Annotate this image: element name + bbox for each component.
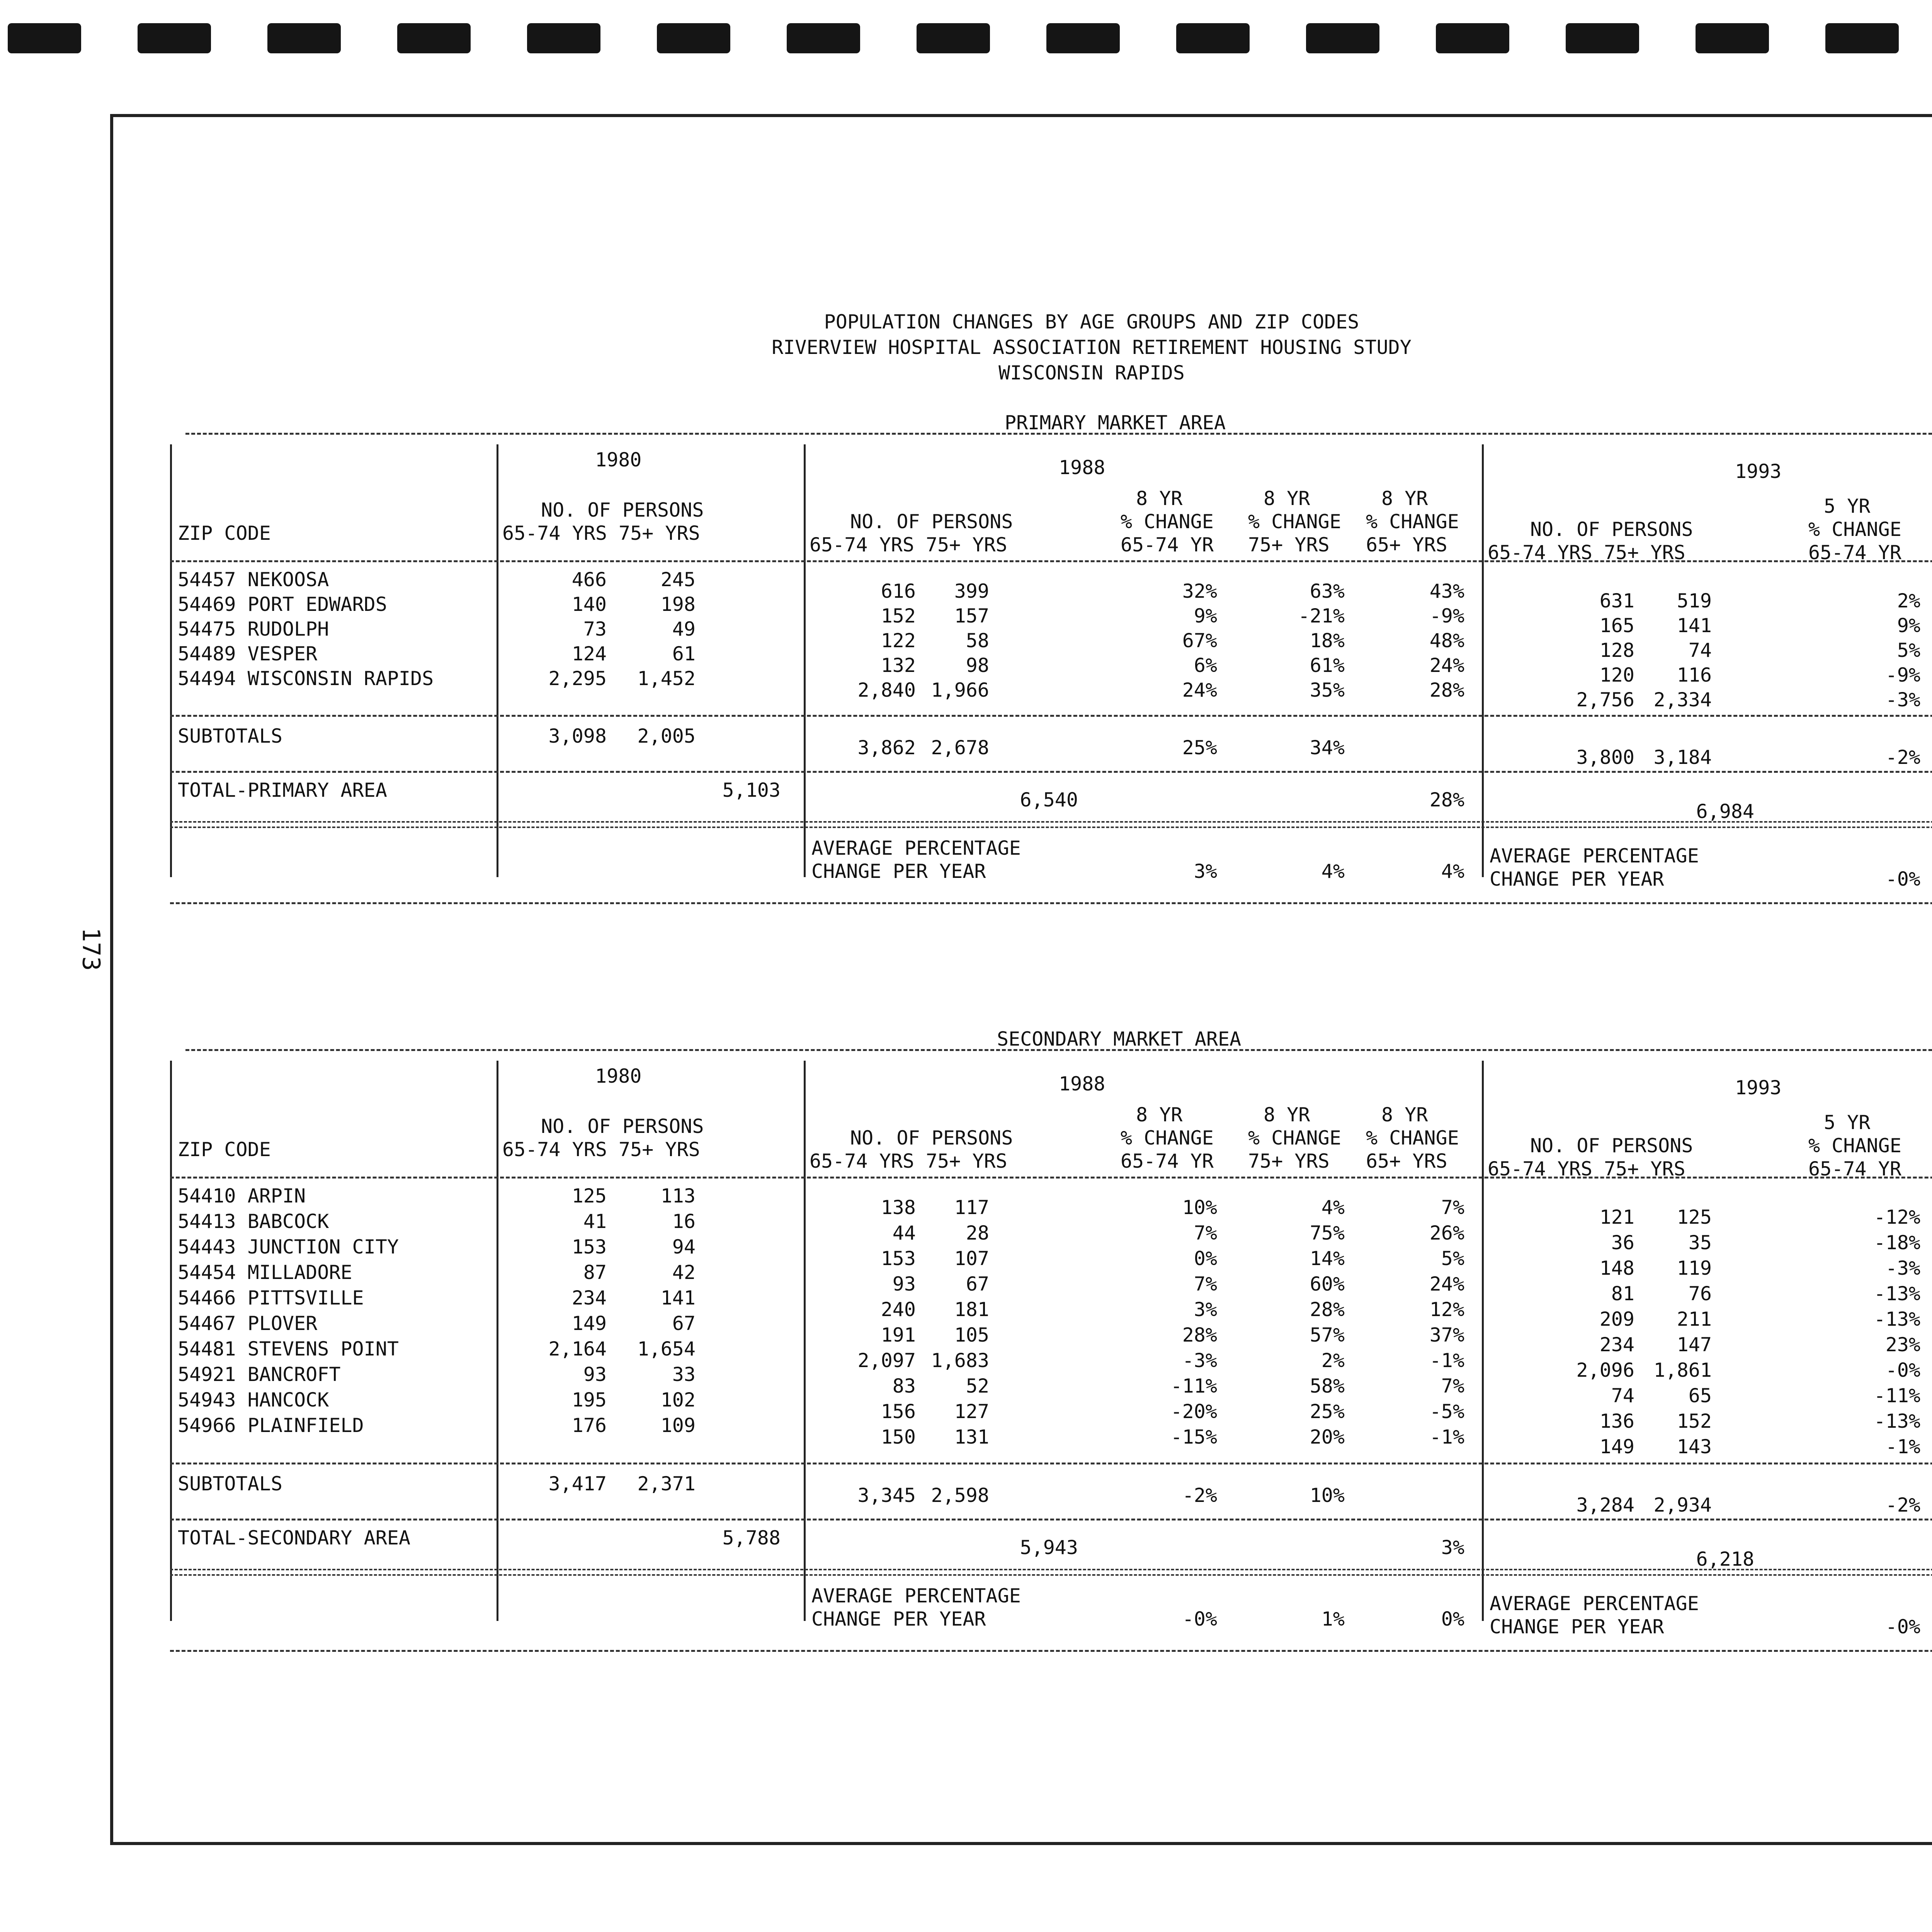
cell-p88a: 2,840	[857, 679, 916, 701]
header-8yr: 8 YR	[1136, 487, 1183, 510]
cell-p88b: 98	[966, 654, 989, 677]
cell-c93a: -18%	[1874, 1231, 1920, 1254]
rule-subtotals	[170, 1519, 1932, 1520]
header-no-of-persons: NO. OF PERSONS	[541, 1115, 704, 1138]
avg-1988-75: 4%	[1321, 860, 1345, 883]
cell-p88a: 44	[892, 1222, 916, 1244]
cell-c93a: -13%	[1874, 1308, 1920, 1330]
row-zip-code: 54475 RUDOLPH	[178, 618, 329, 640]
cell-c88c: 7%	[1441, 1375, 1464, 1397]
rule-header	[170, 1177, 1932, 1179]
cell-c93a: 2%	[1897, 590, 1920, 612]
cell-p88a: 2,097	[857, 1349, 916, 1372]
cell-p93b: 143	[1677, 1435, 1712, 1458]
cell-p80a: 41	[583, 1210, 607, 1233]
avg-label-line1: AVERAGE PERCENTAGE	[811, 837, 1021, 859]
header-age: 65+ YRS	[1366, 1150, 1447, 1172]
header-age: 75+ YRS	[1248, 1150, 1330, 1172]
total-1988: 5,943	[1020, 1536, 1078, 1559]
row-zip-code: 54489 VESPER	[178, 643, 318, 665]
cell-c88c: -5%	[1429, 1400, 1464, 1423]
subtotal-p93a: 3,800	[1576, 746, 1634, 769]
avg-label-line2: CHANGE PER YEAR	[811, 1608, 986, 1630]
cell-p80a: 140	[571, 593, 607, 616]
cell-c93a: -13%	[1874, 1410, 1920, 1432]
cell-c93a: -9%	[1885, 664, 1920, 686]
row-zip-code: 54454 MILLADORE	[178, 1261, 352, 1284]
rule-bottom	[170, 1650, 1932, 1652]
avg-label-line1: AVERAGE PERCENTAGE	[1490, 845, 1699, 867]
row-zip-code: 54481 STEVENS POINT	[178, 1338, 399, 1360]
cell-c88a: 6%	[1194, 654, 1217, 677]
punch-hole	[787, 23, 860, 53]
punch-hole	[1436, 23, 1509, 53]
cell-p88b: 131	[954, 1426, 989, 1448]
subtotal-c93a: -2%	[1885, 746, 1920, 769]
column-divider	[170, 444, 172, 877]
cell-p80a: 149	[571, 1312, 607, 1335]
header-year-1993: 1993	[1735, 460, 1782, 483]
cell-c88b: 14%	[1310, 1247, 1345, 1270]
cell-p93a: 136	[1599, 1410, 1634, 1432]
cell-p80a: 125	[571, 1185, 607, 1207]
subtotal-p88a: 3,345	[857, 1484, 916, 1507]
header-age-cols: 65-74 YRS 75+ YRS	[502, 522, 700, 544]
cell-c88a: 3%	[1194, 1298, 1217, 1321]
header-age: 65-74 YR	[1808, 541, 1901, 564]
cell-p93b: 125	[1677, 1206, 1712, 1228]
cell-c88c: 43%	[1429, 580, 1464, 602]
cell-p88b: 181	[954, 1298, 989, 1321]
cell-c88a: 32%	[1182, 580, 1217, 602]
cell-p88b: 58	[966, 629, 989, 652]
subtotal-p93b: 2,934	[1653, 1494, 1712, 1516]
cell-c88a: 7%	[1194, 1222, 1217, 1244]
cell-c88c: 24%	[1429, 1273, 1464, 1295]
header-zip-code: ZIP CODE	[178, 522, 271, 544]
cell-c88b: 2%	[1321, 1349, 1345, 1372]
avg-label-line2: CHANGE PER YEAR	[1490, 1616, 1664, 1638]
cell-c88b: 20%	[1310, 1426, 1345, 1448]
subtotal-p93a: 3,284	[1576, 1494, 1634, 1516]
cell-p88b: 399	[954, 580, 989, 602]
cell-c88b: 58%	[1310, 1375, 1345, 1397]
cell-c88c: 5%	[1441, 1247, 1464, 1270]
punch-hole	[397, 23, 471, 53]
cell-p93a: 2,756	[1576, 689, 1634, 711]
cell-c93a: -3%	[1885, 689, 1920, 711]
cell-c93a: -3%	[1885, 1257, 1920, 1279]
punch-hole	[1176, 23, 1250, 53]
cell-c88a: -11%	[1170, 1375, 1217, 1397]
cell-c88a: -3%	[1182, 1349, 1217, 1372]
header-pct-change: % CHANGE	[1808, 518, 1901, 541]
header-pct-change: % CHANGE	[1808, 1134, 1901, 1157]
cell-c88c: -1%	[1429, 1426, 1464, 1448]
cell-p88a: 240	[881, 1298, 916, 1321]
cell-c88b: 18%	[1310, 629, 1345, 652]
cell-p93a: 74	[1611, 1384, 1634, 1407]
cell-p88a: 152	[881, 605, 916, 627]
cell-p88b: 67	[966, 1273, 989, 1295]
cell-c88b: 28%	[1310, 1298, 1345, 1321]
report-title	[580, 309, 1604, 386]
avg-1988-6574: -0%	[1182, 1608, 1217, 1630]
cell-p88b: 1,966	[931, 679, 989, 701]
header-year-1980: 1980	[595, 1065, 642, 1087]
cell-c88b: 35%	[1310, 679, 1345, 701]
cell-p80a: 195	[571, 1389, 607, 1411]
row-zip-code: 54443 JUNCTION CITY	[178, 1236, 399, 1258]
subtotal-p80b: 2,005	[637, 725, 696, 747]
row-zip-code: 54494 WISCONSIN RAPIDS	[178, 667, 434, 690]
cell-c88b: -21%	[1298, 605, 1345, 627]
subtotal-p80b: 2,371	[637, 1473, 696, 1495]
header-8yr: 8 YR	[1381, 1104, 1428, 1126]
cell-p88a: 616	[881, 580, 916, 602]
cell-c88b: 60%	[1310, 1273, 1345, 1295]
cell-c88a: -20%	[1170, 1400, 1217, 1423]
cell-p88a: 93	[892, 1273, 916, 1295]
subtotal-p80a: 3,417	[548, 1473, 607, 1495]
header-age-cols: 65-74 YRS 75+ YRS	[502, 1138, 700, 1161]
cell-c88c: -9%	[1429, 605, 1464, 627]
cell-c88c: 7%	[1441, 1196, 1464, 1219]
punch-hole	[1046, 23, 1120, 53]
header-5yr: 5 YR	[1824, 495, 1871, 517]
cell-c88b: 4%	[1321, 1196, 1345, 1219]
row-zip-code: 54469 PORT EDWARDS	[178, 593, 387, 616]
avg-label-line1: AVERAGE PERCENTAGE	[1490, 1592, 1699, 1615]
header-8yr: 8 YR	[1264, 1104, 1310, 1126]
cell-p88a: 138	[881, 1196, 916, 1219]
subtotal-c88b: 10%	[1310, 1484, 1345, 1507]
cell-c88a: 67%	[1182, 629, 1217, 652]
avg-label-line2: CHANGE PER YEAR	[811, 860, 986, 883]
header-pct-change: % CHANGE	[1121, 510, 1214, 533]
header-8yr: 8 YR	[1381, 487, 1428, 510]
subtotal-p88b: 2,598	[931, 1484, 989, 1507]
cell-c88b: 75%	[1310, 1222, 1345, 1244]
subtotal-p88a: 3,862	[857, 736, 916, 759]
avg-1988-65: 4%	[1441, 860, 1464, 883]
punch-hole	[527, 23, 600, 53]
cell-p80b: 49	[672, 618, 696, 640]
cell-p93a: 165	[1599, 614, 1634, 637]
cell-p88a: 122	[881, 629, 916, 652]
cell-c88a: 28%	[1182, 1324, 1217, 1346]
cell-c93a: -11%	[1874, 1384, 1920, 1407]
cell-c88c: 48%	[1429, 629, 1464, 652]
cell-c88c: 12%	[1429, 1298, 1464, 1321]
cell-p80b: 1,654	[637, 1338, 696, 1360]
cell-c88b: 25%	[1310, 1400, 1345, 1423]
cell-p88a: 150	[881, 1426, 916, 1448]
header-no-of-persons: NO. OF PERSONS	[1530, 1134, 1693, 1157]
cell-p93a: 149	[1599, 1435, 1634, 1458]
cell-c88c: 24%	[1429, 654, 1464, 677]
cell-p93a: 36	[1611, 1231, 1634, 1254]
cell-c88a: 7%	[1194, 1273, 1217, 1295]
header-no-of-persons: NO. OF PERSONS	[850, 1127, 1013, 1149]
punch-hole	[8, 23, 81, 53]
cell-p80a: 466	[571, 568, 607, 591]
total-1988-change: 28%	[1429, 789, 1464, 811]
header-age: 65-74 YR	[1808, 1158, 1901, 1180]
header-age: 65+ YRS	[1366, 534, 1447, 556]
cell-p80b: 198	[660, 593, 696, 616]
cell-c88c: 26%	[1429, 1222, 1464, 1244]
header-pct-change: % CHANGE	[1248, 510, 1341, 533]
cell-p80b: 1,452	[637, 667, 696, 690]
cell-p80a: 234	[571, 1287, 607, 1309]
total-1993: 6,218	[1696, 1548, 1754, 1570]
subtotal-c88b: 34%	[1310, 736, 1345, 759]
avg-1988-65: 0%	[1441, 1608, 1464, 1630]
subtotal-c88a: -2%	[1182, 1484, 1217, 1507]
cell-p93a: 631	[1599, 590, 1634, 612]
subtotals-label: SUBTOTALS	[178, 725, 282, 747]
header-pct-change: % CHANGE	[1248, 1127, 1341, 1149]
total-1980: 5,788	[722, 1527, 781, 1549]
punch-hole	[1566, 23, 1639, 53]
rule-header	[170, 560, 1932, 562]
total-1993: 6,984	[1696, 800, 1754, 823]
rule-subtotals	[170, 771, 1932, 773]
punch-hole	[1696, 23, 1769, 53]
punch-hole	[657, 23, 730, 53]
cell-p88b: 28	[966, 1222, 989, 1244]
cell-c93a: -0%	[1885, 1359, 1920, 1381]
row-zip-code: 54966 PLAINFIELD	[178, 1414, 364, 1437]
header-age: 65-74 YR	[1121, 1150, 1214, 1172]
cell-c88a: 24%	[1182, 679, 1217, 701]
subtotal-c93a: -2%	[1885, 1494, 1920, 1516]
binder-punch-holes	[0, 23, 1932, 58]
cell-c88a: 10%	[1182, 1196, 1217, 1219]
punch-hole	[917, 23, 990, 53]
cell-p93b: 76	[1688, 1282, 1712, 1305]
cell-p80b: 16	[672, 1210, 696, 1233]
secondary-market-title: SECONDARY MARKET AREA	[997, 1028, 1242, 1050]
cell-p93b: 119	[1677, 1257, 1712, 1279]
row-zip-code: 54457 NEKOOSA	[178, 568, 329, 591]
header-no-of-persons: NO. OF PERSONS	[850, 510, 1013, 533]
cell-p88a: 191	[881, 1324, 916, 1346]
header-year-1993: 1993	[1735, 1077, 1782, 1099]
rule-bottom	[170, 902, 1932, 904]
cell-p93b: 211	[1677, 1308, 1712, 1330]
header-age-cols: 65-74 YRS 75+ YRS	[810, 534, 1007, 556]
column-divider	[1482, 1061, 1484, 1621]
rule-top	[185, 1049, 1932, 1051]
row-zip-code: 54943 HANCOCK	[178, 1389, 329, 1411]
cell-p80a: 93	[583, 1363, 607, 1386]
cell-p88a: 132	[881, 654, 916, 677]
header-year-1980: 1980	[595, 449, 642, 471]
cell-p80a: 87	[583, 1261, 607, 1284]
cell-p93b: 152	[1677, 1410, 1712, 1432]
row-zip-code: 54413 BABCOCK	[178, 1210, 329, 1233]
cell-p88a: 83	[892, 1375, 916, 1397]
cell-p93b: 65	[1688, 1384, 1712, 1407]
cell-p88b: 157	[954, 605, 989, 627]
cell-p93a: 120	[1599, 664, 1634, 686]
page-number: 173	[77, 927, 105, 971]
cell-p80b: 109	[660, 1414, 696, 1437]
cell-p80b: 33	[672, 1363, 696, 1386]
cell-p80a: 124	[571, 643, 607, 665]
column-divider	[1482, 444, 1484, 877]
header-zip-code: ZIP CODE	[178, 1138, 271, 1161]
cell-p93a: 209	[1599, 1308, 1634, 1330]
punch-hole	[267, 23, 341, 53]
cell-c88c: -1%	[1429, 1349, 1464, 1372]
cell-c93a: -13%	[1874, 1282, 1920, 1305]
cell-c93a: 23%	[1885, 1333, 1920, 1356]
total-1988: 6,540	[1020, 789, 1078, 811]
title-line-3: WISCONSIN RAPIDS	[998, 362, 1185, 384]
subtotal-p88b: 2,678	[931, 736, 989, 759]
cell-p80a: 2,295	[548, 667, 607, 690]
cell-p88a: 156	[881, 1400, 916, 1423]
cell-p80a: 73	[583, 618, 607, 640]
row-zip-code: 54410 ARPIN	[178, 1185, 306, 1207]
row-zip-code: 54467 PLOVER	[178, 1312, 318, 1335]
cell-p93a: 121	[1599, 1206, 1634, 1228]
cell-p80b: 94	[672, 1236, 696, 1258]
cell-p88b: 107	[954, 1247, 989, 1270]
subtotals-label: SUBTOTALS	[178, 1473, 282, 1495]
cell-p93b: 147	[1677, 1333, 1712, 1356]
cell-p88b: 105	[954, 1324, 989, 1346]
cell-c88a: 9%	[1194, 605, 1217, 627]
cell-p93b: 141	[1677, 614, 1712, 637]
cell-p93b: 116	[1677, 664, 1712, 686]
cell-p80b: 141	[660, 1287, 696, 1309]
total-1980: 5,103	[722, 779, 781, 801]
cell-p80a: 176	[571, 1414, 607, 1437]
cell-c88b: 57%	[1310, 1324, 1345, 1346]
rule-rows	[170, 1463, 1932, 1464]
primary-market-title: PRIMARY MARKET AREA	[1005, 412, 1226, 434]
subtotal-p93b: 3,184	[1653, 746, 1712, 769]
cell-p80a: 153	[571, 1236, 607, 1258]
avg-1988-75: 1%	[1321, 1608, 1345, 1630]
header-age-cols: 65-74 YRS 75+ YRS	[1488, 1158, 1685, 1180]
cell-p93a: 81	[1611, 1282, 1634, 1305]
cell-p80a: 2,164	[548, 1338, 607, 1360]
header-age: 65-74 YR	[1121, 534, 1214, 556]
cell-p80b: 67	[672, 1312, 696, 1335]
header-year-1988: 1988	[1059, 1073, 1105, 1095]
cell-p88b: 117	[954, 1196, 989, 1219]
header-age: 75+ YRS	[1248, 534, 1330, 556]
rule-double	[170, 821, 1932, 828]
row-zip-code: 54921 BANCROFT	[178, 1363, 341, 1386]
header-5yr: 5 YR	[1824, 1111, 1871, 1134]
cell-p93a: 128	[1599, 639, 1634, 662]
cell-p80b: 102	[660, 1389, 696, 1411]
total-1988-change: 3%	[1441, 1536, 1464, 1559]
punch-hole	[1825, 23, 1899, 53]
avg-1988-6574: 3%	[1194, 860, 1217, 883]
cell-c88a: -15%	[1170, 1426, 1217, 1448]
cell-p93a: 234	[1599, 1333, 1634, 1356]
cell-p80b: 42	[672, 1261, 696, 1284]
cell-c88c: 37%	[1429, 1324, 1464, 1346]
rule-double	[170, 1569, 1932, 1576]
subtotal-c88a: 25%	[1182, 736, 1217, 759]
cell-p93b: 1,861	[1653, 1359, 1712, 1381]
cell-p80b: 113	[660, 1185, 696, 1207]
cell-c88b: 63%	[1310, 580, 1345, 602]
total-label: TOTAL-PRIMARY AREA	[178, 779, 387, 801]
punch-hole	[138, 23, 211, 53]
header-age-cols: 65-74 YRS 75+ YRS	[810, 1150, 1007, 1172]
header-no-of-persons: NO. OF PERSONS	[1530, 518, 1693, 541]
cell-p88b: 1,683	[931, 1349, 989, 1372]
cell-p93a: 148	[1599, 1257, 1634, 1279]
avg-label-line1: AVERAGE PERCENTAGE	[811, 1585, 1021, 1607]
cell-c93a: 5%	[1897, 639, 1920, 662]
header-no-of-persons: NO. OF PERSONS	[541, 499, 704, 521]
header-8yr: 8 YR	[1264, 487, 1310, 510]
header-pct-change: % CHANGE	[1121, 1127, 1214, 1149]
avg-label-line2: CHANGE PER YEAR	[1490, 868, 1664, 890]
cell-p88a: 153	[881, 1247, 916, 1270]
header-pct-change: % CHANGE	[1366, 510, 1459, 533]
cell-p93b: 74	[1688, 639, 1712, 662]
punch-hole	[1306, 23, 1379, 53]
subtotal-p80a: 3,098	[548, 725, 607, 747]
cell-p80b: 61	[672, 643, 696, 665]
cell-p93b: 2,334	[1653, 689, 1712, 711]
total-label: TOTAL-SECONDARY AREA	[178, 1527, 411, 1549]
rule-rows	[170, 715, 1932, 717]
cell-p93b: 35	[1688, 1231, 1712, 1254]
cell-c93a: -1%	[1885, 1435, 1920, 1458]
title-line-2: RIVERVIEW HOSPITAL ASSOCIATION RETIREMENT HOUSING STUDY	[772, 336, 1412, 359]
cell-p93a: 2,096	[1576, 1359, 1634, 1381]
header-pct-change: % CHANGE	[1366, 1127, 1459, 1149]
title-line-1: POPULATION CHANGES BY AGE GROUPS AND ZIP CODES	[824, 311, 1359, 333]
rule-top	[185, 433, 1932, 435]
cell-c88b: 61%	[1310, 654, 1345, 677]
row-zip-code: 54466 PITTSVILLE	[178, 1287, 364, 1309]
cell-p93b: 519	[1677, 590, 1712, 612]
cell-c88a: 0%	[1194, 1247, 1217, 1270]
cell-c93a: 9%	[1897, 614, 1920, 637]
avg-1993-6574: -0%	[1885, 1616, 1920, 1638]
header-age-cols: 65-74 YRS 75+ YRS	[1488, 541, 1685, 564]
avg-1993-6574: -0%	[1885, 868, 1920, 890]
cell-p80b: 245	[660, 568, 696, 591]
cell-c93a: -12%	[1874, 1206, 1920, 1228]
header-8yr: 8 YR	[1136, 1104, 1183, 1126]
cell-p88b: 52	[966, 1375, 989, 1397]
cell-c88c: 28%	[1429, 679, 1464, 701]
cell-p88b: 127	[954, 1400, 989, 1423]
header-year-1988: 1988	[1059, 456, 1105, 479]
column-divider	[170, 1061, 172, 1621]
